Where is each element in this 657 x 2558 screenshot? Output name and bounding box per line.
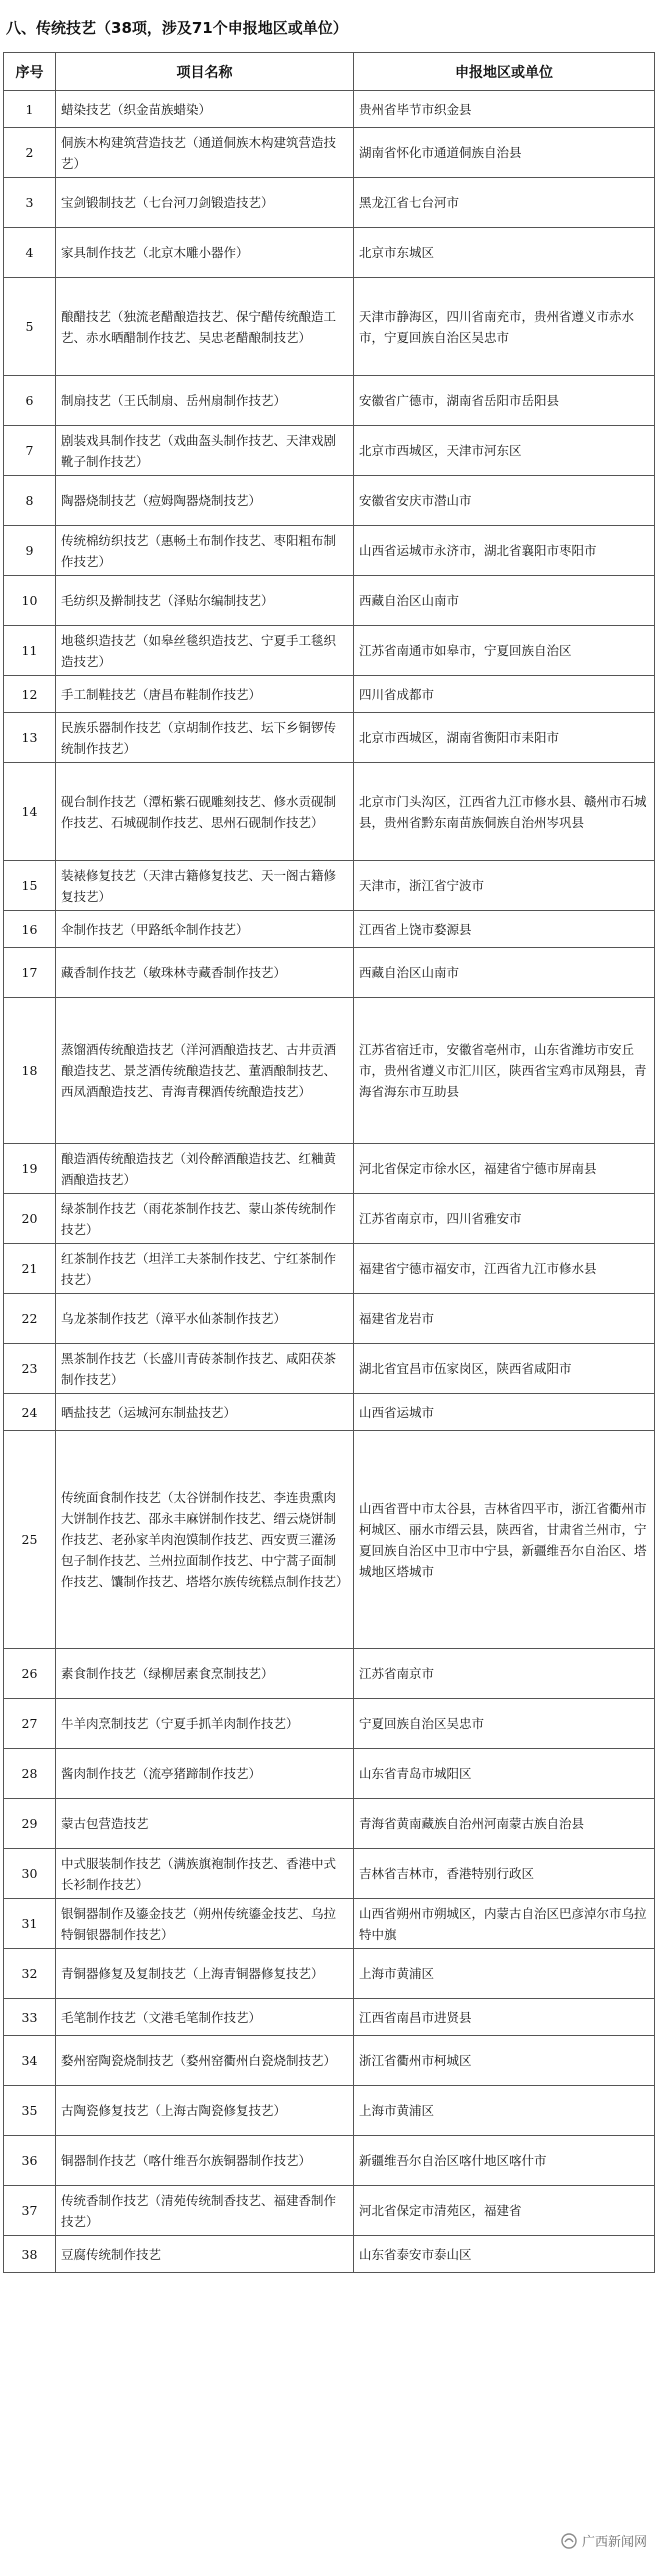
column-header-name: 项目名称 <box>56 53 354 91</box>
region-name: 山西省运城市 <box>354 1394 655 1431</box>
region-name: 黑龙江省七台河市 <box>354 178 655 228</box>
watermark-text: 广西新闻网 <box>581 2535 647 2550</box>
table-row <box>4 911 655 948</box>
region-name: 福建省龙岩市 <box>354 1294 655 1344</box>
row-number: 26 <box>4 1649 56 1699</box>
table-row <box>4 1849 655 1899</box>
table-row <box>4 763 655 861</box>
item-name: 手工制鞋技艺（唐昌布鞋制作技艺） <box>56 676 354 713</box>
row-number: 19 <box>4 1144 56 1194</box>
table-row <box>4 476 655 526</box>
region-name: 北京市西城区，湖南省衡阳市耒阳市 <box>354 713 655 763</box>
item-name: 宝剑锻制技艺（七台河刀剑锻造技艺） <box>56 178 354 228</box>
table-row <box>4 2236 655 2273</box>
section-title: 八、传统技艺（38项，涉及71个申报地区或单位） <box>6 19 348 37</box>
item-name: 传统棉纺织技艺（惠畅土布制作技艺、枣阳粗布制作技艺） <box>56 526 354 576</box>
table-row <box>4 2036 655 2086</box>
item-name: 剧装戏具制作技艺（戏曲盔头制作技艺、天津戏剧靴子制作技艺） <box>56 426 354 476</box>
region-name: 吉林省吉林市，香港特别行政区 <box>354 1849 655 1899</box>
item-name: 婺州窑陶瓷烧制技艺（婺州窑衢州白瓷烧制技艺） <box>56 2036 354 2086</box>
item-name: 伞制作技艺（甲路纸伞制作技艺） <box>56 911 354 948</box>
region-name: 天津市，浙江省宁波市 <box>354 861 655 911</box>
table-row <box>4 713 655 763</box>
table-row <box>4 1394 655 1431</box>
row-number: 9 <box>4 526 56 576</box>
item-name: 蒸馏酒传统酿造技艺（洋河酒酿造技艺、古井贡酒酿造技艺、景芝酒传统酿造技艺、董酒酿制技艺、西凤酒酿造技艺、青海青稞酒传统酿造技艺） <box>56 998 354 1144</box>
table-row <box>4 1799 655 1849</box>
item-name: 银铜器制作及鎏金技艺（朔州传统鎏金技艺、乌拉特铜银器制作技艺） <box>56 1899 354 1949</box>
item-name: 乌龙茶制作技艺（漳平水仙茶制作技艺） <box>56 1294 354 1344</box>
table-row <box>4 1949 655 1999</box>
item-name: 牛羊肉烹制技艺（宁夏手抓羊肉制作技艺） <box>56 1699 354 1749</box>
table-row <box>4 1749 655 1799</box>
region-name: 河北省保定市清苑区，福建省 <box>354 2186 655 2236</box>
region-name: 湖南省怀化市通道侗族自治县 <box>354 128 655 178</box>
region-name: 四川省成都市 <box>354 676 655 713</box>
watermark <box>561 2531 647 2550</box>
item-name: 毛笔制作技艺（文港毛笔制作技艺） <box>56 1999 354 2036</box>
item-name: 青铜器修复及复制技艺（上海青铜器修复技艺） <box>56 1949 354 1999</box>
row-number: 20 <box>4 1194 56 1244</box>
table-row <box>4 676 655 713</box>
item-name: 传统面食制作技艺（太谷饼制作技艺、李连贵熏肉大饼制作技艺、邵永丰麻饼制作技艺、缙云烧饼制作技艺、老孙家羊肉泡馍制作技艺、西安贾三灌汤包子制作技艺、兰州拉面制作技艺、中宁蒿子面制作技艺、馕制作技艺、塔塔尔族传统糕点制作技艺） <box>56 1431 354 1649</box>
row-number: 23 <box>4 1344 56 1394</box>
item-name: 家具制作技艺（北京木雕小器作） <box>56 228 354 278</box>
region-name: 北京市东城区 <box>354 228 655 278</box>
table-row <box>4 426 655 476</box>
item-name: 蒙古包营造技艺 <box>56 1799 354 1849</box>
row-number: 28 <box>4 1749 56 1799</box>
item-name: 酿醋技艺（独流老醋酿造技艺、保宁醋传统酿造工艺、赤水晒醋制作技艺、吴忠老醋酿制技艺） <box>56 278 354 376</box>
table-row <box>4 376 655 426</box>
row-number: 24 <box>4 1394 56 1431</box>
row-number: 33 <box>4 1999 56 2036</box>
region-name: 上海市黄浦区 <box>354 2086 655 2136</box>
table-row <box>4 1999 655 2036</box>
table-header-row <box>4 53 655 91</box>
item-name: 红茶制作技艺（坦洋工夫茶制作技艺、宁红茶制作技艺） <box>56 1244 354 1294</box>
row-number: 36 <box>4 2136 56 2186</box>
table-row <box>4 626 655 676</box>
row-number: 7 <box>4 426 56 476</box>
region-name: 青海省黄南藏族自治州河南蒙古族自治县 <box>354 1799 655 1849</box>
region-name: 福建省宁德市福安市，江西省九江市修水县 <box>354 1244 655 1294</box>
item-name: 藏香制作技艺（敏珠林寺藏香制作技艺） <box>56 948 354 998</box>
table-row <box>4 1194 655 1244</box>
table-row <box>4 861 655 911</box>
item-name: 地毯织造技艺（如皋丝毯织造技艺、宁夏手工毯织造技艺） <box>56 626 354 676</box>
region-name: 安徽省安庆市潜山市 <box>354 476 655 526</box>
region-name: 浙江省衢州市柯城区 <box>354 2036 655 2086</box>
watermark-logo-icon <box>561 2533 577 2549</box>
region-name: 新疆维吾尔自治区喀什地区喀什市 <box>354 2136 655 2186</box>
row-number: 29 <box>4 1799 56 1849</box>
item-name: 黑茶制作技艺（长盛川青砖茶制作技艺、咸阳茯茶制作技艺） <box>56 1344 354 1394</box>
table-row <box>4 2136 655 2186</box>
row-number: 34 <box>4 2036 56 2086</box>
region-name: 江西省上饶市婺源县 <box>354 911 655 948</box>
region-name: 山西省晋中市太谷县，吉林省四平市，浙江省衢州市柯城区、丽水市缙云县，陕西省，甘肃省兰州市，宁夏回族自治区中卫市中宁县，新疆维吾尔自治区、塔城地区塔城市 <box>354 1431 655 1649</box>
region-name: 山西省朔州市朔城区，内蒙古自治区巴彦淖尔市乌拉特中旗 <box>354 1899 655 1949</box>
region-name: 贵州省毕节市织金县 <box>354 91 655 128</box>
heritage-table <box>3 52 655 2273</box>
row-number: 27 <box>4 1699 56 1749</box>
table-row <box>4 1344 655 1394</box>
column-header-num: 序号 <box>4 53 56 91</box>
row-number: 35 <box>4 2086 56 2136</box>
region-name: 江苏省南京市 <box>354 1649 655 1699</box>
region-name: 天津市静海区，四川省南充市，贵州省遵义市赤水市，宁夏回族自治区吴忠市 <box>354 278 655 376</box>
item-name: 蜡染技艺（织金苗族蜡染） <box>56 91 354 128</box>
table-row <box>4 998 655 1144</box>
table-row <box>4 1431 655 1649</box>
table-row <box>4 1899 655 1949</box>
region-name: 西藏自治区山南市 <box>354 576 655 626</box>
row-number: 5 <box>4 278 56 376</box>
region-name: 山东省青岛市城阳区 <box>354 1749 655 1799</box>
item-name: 侗族木构建筑营造技艺（通道侗族木构建筑营造技艺） <box>56 128 354 178</box>
row-number: 4 <box>4 228 56 278</box>
row-number: 12 <box>4 676 56 713</box>
item-name: 铜器制作技艺（喀什维吾尔族铜器制作技艺） <box>56 2136 354 2186</box>
region-name: 山东省泰安市泰山区 <box>354 2236 655 2273</box>
item-name: 中式服装制作技艺（满族旗袍制作技艺、香港中式长衫制作技艺） <box>56 1849 354 1899</box>
row-number: 11 <box>4 626 56 676</box>
region-name: 安徽省广德市，湖南省岳阳市岳阳县 <box>354 376 655 426</box>
item-name: 制扇技艺（王氏制扇、岳州扇制作技艺） <box>56 376 354 426</box>
item-name: 素食制作技艺（绿柳居素食烹制技艺） <box>56 1649 354 1699</box>
region-name: 宁夏回族自治区吴忠市 <box>354 1699 655 1749</box>
region-name: 江苏省南通市如皋市，宁夏回族自治区 <box>354 626 655 676</box>
region-name: 上海市黄浦区 <box>354 1949 655 1999</box>
table-row <box>4 178 655 228</box>
row-number: 37 <box>4 2186 56 2236</box>
region-name: 北京市门头沟区，江西省九江市修水县、赣州市石城县，贵州省黔东南苗族侗族自治州岑巩县 <box>354 763 655 861</box>
item-name: 晒盐技艺（运城河东制盐技艺） <box>56 1394 354 1431</box>
table-row <box>4 2186 655 2236</box>
item-name: 酿造酒传统酿造技艺（刘伶醉酒酿造技艺、红粬黄酒酿造技艺） <box>56 1144 354 1194</box>
region-name: 河北省保定市徐水区，福建省宁德市屏南县 <box>354 1144 655 1194</box>
table-row <box>4 1649 655 1699</box>
row-number: 8 <box>4 476 56 526</box>
row-number: 10 <box>4 576 56 626</box>
table-row <box>4 1294 655 1344</box>
row-number: 38 <box>4 2236 56 2273</box>
item-name: 民族乐器制作技艺（京胡制作技艺、坛下乡铜锣传统制作技艺） <box>56 713 354 763</box>
region-name: 湖北省宜昌市伍家岗区，陕西省咸阳市 <box>354 1344 655 1394</box>
row-number: 32 <box>4 1949 56 1999</box>
row-number: 15 <box>4 861 56 911</box>
row-number: 6 <box>4 376 56 426</box>
row-number: 1 <box>4 91 56 128</box>
item-name: 古陶瓷修复技艺（上海古陶瓷修复技艺） <box>56 2086 354 2136</box>
column-header-region: 申报地区或单位 <box>354 53 655 91</box>
item-name: 绿茶制作技艺（雨花茶制作技艺、蒙山茶传统制作技艺） <box>56 1194 354 1244</box>
table-row <box>4 1699 655 1749</box>
item-name: 酱肉制作技艺（流亭猪蹄制作技艺） <box>56 1749 354 1799</box>
region-name: 西藏自治区山南市 <box>354 948 655 998</box>
item-name: 毛纺织及擀制技艺（泽贴尔编制技艺） <box>56 576 354 626</box>
row-number: 21 <box>4 1244 56 1294</box>
region-name: 江苏省南京市，四川省雅安市 <box>354 1194 655 1244</box>
item-name: 陶器烧制技艺（痘姆陶器烧制技艺） <box>56 476 354 526</box>
table-row <box>4 91 655 128</box>
table-row <box>4 576 655 626</box>
region-name: 北京市西城区，天津市河东区 <box>354 426 655 476</box>
row-number: 17 <box>4 948 56 998</box>
region-name: 山西省运城市永济市，湖北省襄阳市枣阳市 <box>354 526 655 576</box>
table-row <box>4 2086 655 2136</box>
row-number: 16 <box>4 911 56 948</box>
table-row <box>4 128 655 178</box>
row-number: 30 <box>4 1849 56 1899</box>
table-row <box>4 228 655 278</box>
row-number: 13 <box>4 713 56 763</box>
row-number: 2 <box>4 128 56 178</box>
table-row <box>4 526 655 576</box>
table-row <box>4 1144 655 1194</box>
table-row <box>4 278 655 376</box>
item-name: 装裱修复技艺（天津古籍修复技艺、天一阁古籍修复技艺） <box>56 861 354 911</box>
row-number: 18 <box>4 998 56 1144</box>
row-number: 3 <box>4 178 56 228</box>
row-number: 31 <box>4 1899 56 1949</box>
row-number: 22 <box>4 1294 56 1344</box>
item-name: 砚台制作技艺（潭柘紫石砚雕刻技艺、修水贡砚制作技艺、石城砚制作技艺、思州石砚制作技艺） <box>56 763 354 861</box>
region-name: 江苏省宿迁市，安徽省亳州市，山东省潍坊市安丘市，贵州省遵义市汇川区，陕西省宝鸡市凤翔县，青海省海东市互助县 <box>354 998 655 1144</box>
item-name: 传统香制作技艺（清苑传统制香技艺、福建香制作技艺） <box>56 2186 354 2236</box>
table-row <box>4 948 655 998</box>
table-row <box>4 1244 655 1294</box>
row-number: 25 <box>4 1431 56 1649</box>
item-name: 豆腐传统制作技艺 <box>56 2236 354 2273</box>
row-number: 14 <box>4 763 56 861</box>
region-name: 江西省南昌市进贤县 <box>354 1999 655 2036</box>
